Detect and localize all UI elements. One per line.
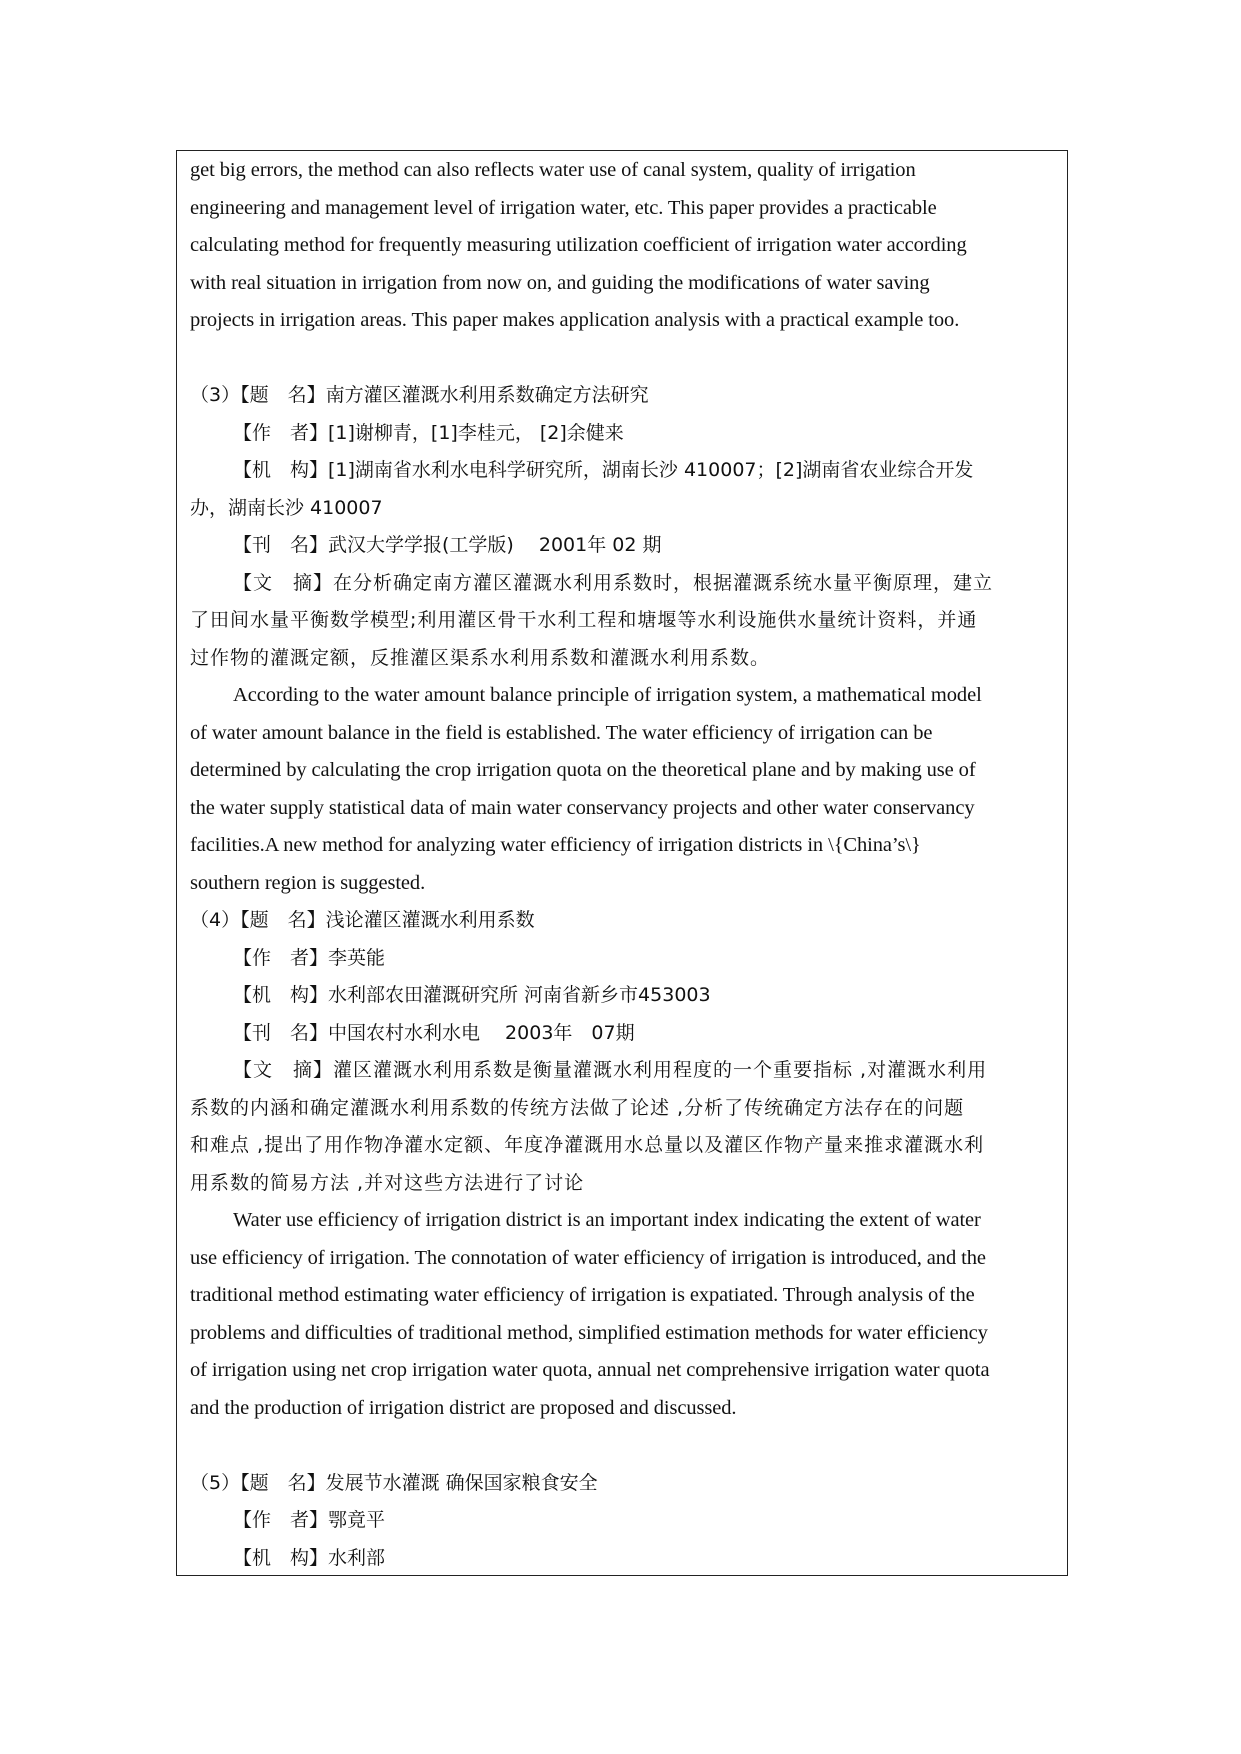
entry-title: 发展节水灌溉 确保国家粮食安全	[325, 1471, 598, 1494]
field-label: 【题 名】	[240, 1471, 326, 1494]
entry-journal: 中国农村水利水电 2003年 07期	[328, 1021, 635, 1044]
text-line: southern region is suggested.	[190, 871, 426, 894]
journal-row	[190, 1015, 1060, 1053]
author-row	[190, 1502, 1060, 1540]
entry-journal: 武汉大学学报(工学版) 2001年 02 期	[328, 534, 662, 556]
field-label: 【机 构】	[233, 459, 329, 481]
abstract-cn-line: 系数的内涵和确定灌溉水利用系数的传统方法做了论述 ,分析了传统确定方法存在的问题	[190, 1096, 965, 1119]
text-line: get big errors, the method can also reflects water use of canal system, quality of irrigation	[190, 159, 916, 181]
abstract-en	[190, 1202, 1060, 1427]
text-line: projects in irrigation areas. This paper makes application analysis with a practical example too.	[190, 309, 960, 331]
abstract-cn-row	[190, 1052, 1060, 1090]
text-line: calculating method for frequently measuring utilization coefficient of irrigation water according	[190, 234, 967, 256]
institution-row	[190, 1540, 1060, 1578]
field-label: 【题 名】	[240, 384, 326, 406]
author-row	[190, 940, 1060, 978]
entry-institution: 水利部	[328, 1546, 386, 1569]
entry-title: 浅论灌区灌溉水利用系数	[325, 909, 535, 931]
text-line: of irrigation using net crop irrigation water quota, annual net comprehensive irrigation water quota	[190, 1359, 990, 1381]
text-line: use efficiency of irrigation. The connotation of water efficiency of irrigation is introduced, and the	[190, 1246, 986, 1269]
journal-row	[190, 527, 1060, 565]
continued-abstract	[190, 152, 1060, 340]
field-label: 【作 者】	[233, 1509, 329, 1531]
reference-entry-5	[190, 1465, 1060, 1578]
field-label: 【机 构】	[233, 1546, 329, 1569]
field-label: 【刊 名】	[233, 1021, 329, 1044]
text-line: of water amount balance in the field is established. The water efficiency of irrigation can be	[190, 721, 933, 744]
title-row	[190, 902, 1060, 940]
entry-number: （4）	[190, 909, 241, 931]
text-line: Water use efficiency of irrigation district is an important index indicating the extent of water	[233, 1209, 981, 1231]
title-row	[190, 1465, 1060, 1503]
entry-number: （3）	[190, 384, 241, 406]
reference-entry-4	[190, 902, 1060, 1427]
entry-authors: 鄂竟平	[328, 1509, 386, 1531]
field-label: 【题 名】	[240, 909, 326, 931]
text-line: with real situation in irrigation from now on, and guiding the modifications of water saving	[190, 271, 930, 294]
institution-row	[190, 452, 1060, 490]
abstract-cn-line: 过作物的灌溉定额，反推灌区渠系水利用系数和灌溉水利用系数。	[190, 646, 771, 669]
author-row	[190, 415, 1060, 453]
entry-institution: 水利部农田灌溉研究所 河南省新乡市453003	[328, 984, 711, 1006]
text-line: the water supply statistical data of main water conservancy projects and other water conservancy	[190, 796, 975, 819]
abstract-cn-line: 用系数的简易方法 ,并对这些方法进行了讨论	[190, 1171, 585, 1194]
entry-title: 南方灌区灌溉水利用系数确定方法研究	[325, 384, 649, 406]
field-label: 【作 者】	[233, 421, 329, 444]
document-content	[190, 152, 1060, 1577]
text-line: facilities.A new method for analyzing water efficiency of irrigation districts in \{China’s\}	[190, 834, 921, 856]
entry-authors: [1]谢柳青，[1]李桂元， [2]余健来	[328, 421, 624, 444]
title-row	[190, 377, 1060, 415]
field-label: 【机 构】	[233, 984, 329, 1006]
abstract-en	[190, 677, 1060, 902]
text-line: determined by calculating the crop irrigation quota on the theoretical plane and by making use of	[190, 759, 976, 781]
field-label: 【文 摘】	[233, 1059, 334, 1081]
institution-row-cont: 办，湖南长沙 410007	[190, 496, 383, 519]
text-line: traditional method estimating water efficiency of irrigation is expatiated. Through analysis of the	[190, 1284, 975, 1306]
text-line: According to the water amount balance principle of irrigation system, a mathematical model	[233, 684, 982, 706]
abstract-cn-text: 灌区灌溉水利用系数是衡量灌溉水利用程度的一个重要指标 ,对灌溉水利用	[333, 1059, 988, 1081]
text-line: problems and difficulties of traditional method, simplified estimation methods for water efficiency	[190, 1321, 988, 1344]
reference-entry-3	[190, 377, 1060, 902]
field-label: 【刊 名】	[233, 534, 329, 556]
institution-row	[190, 977, 1060, 1015]
abstract-cn-line: 了田间水量平衡数学模型;利用灌区骨干水利工程和塘堰等水利设施供水量统计资料，并通	[190, 609, 978, 631]
entry-authors: 李英能	[328, 946, 386, 969]
text-line: engineering and management level of irrigation water, etc. This paper provides a practicable	[190, 196, 937, 219]
abstract-cn-row	[190, 565, 1060, 603]
abstract-cn-text: 在分析确定南方灌区灌溉水利用系数时，根据灌溉系统水量平衡原理，建立	[333, 571, 994, 594]
field-label: 【文 摘】	[233, 571, 334, 594]
entry-institution: [1]湖南省水利水电科学研究所，湖南长沙 410007；[2]湖南省农业综合开发	[328, 459, 974, 481]
field-label: 【作 者】	[233, 946, 329, 969]
text-line: and the production of irrigation district are proposed and discussed.	[190, 1396, 737, 1419]
entry-number: （5）	[190, 1471, 241, 1494]
abstract-cn-line: 和难点 ,提出了用作物净灌水定额、年度净灌溉用水总量以及灌区作物产量来推求灌溉水利	[190, 1134, 985, 1156]
